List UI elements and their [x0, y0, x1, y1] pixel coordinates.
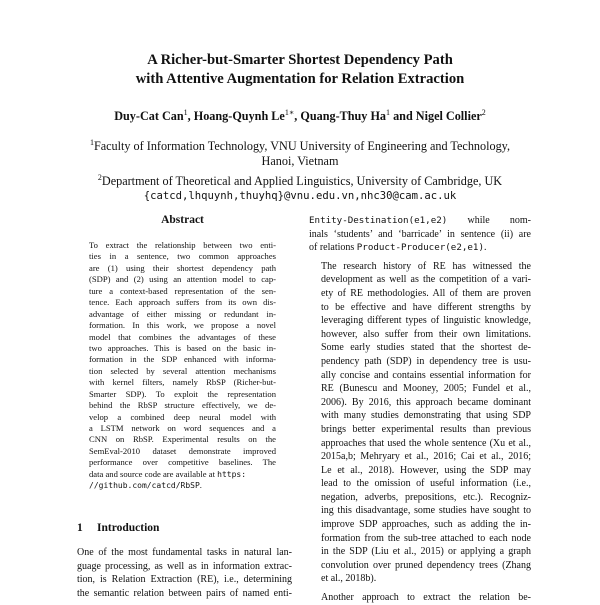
text-line: the semantic relation between pairs of named enti- — [77, 587, 292, 599]
affiliation-text: Department of Theoretical and Applied Linguistics, University of Cambridge, UK — [101, 173, 503, 188]
affiliation-mark: 1 — [89, 138, 94, 147]
author-mark: 1 — [183, 108, 188, 117]
author-name: Duy-Cat Can — [114, 109, 184, 124]
abstract-line: velop a combined deep neural model with — [89, 411, 276, 422]
text-line: formation from the sub-tree attached to each node — [321, 532, 531, 544]
text-line: however, also suffer from their own limitations. — [321, 328, 531, 340]
code-url[interactable]: //github.com/catcd/RbSP — [89, 481, 200, 491]
relation-label: Product-Producer(e2,e1) — [356, 242, 484, 254]
text-line: 2006). By 2016, this approach became dominant — [321, 396, 531, 408]
author-separator: , — [294, 109, 301, 124]
text-line: approaches that used the whole sentence (Xu et al., — [321, 437, 531, 449]
affiliation-mark: 2 — [97, 172, 102, 182]
text-line: Another approach to extract the relation be- — [321, 592, 531, 604]
abstract-line — [89, 480, 276, 491]
relation-label: Entity-Destination(e1,e2) — [309, 215, 448, 226]
author-name: Nigel Collier — [415, 109, 482, 124]
text-line: lead to the omission of useful information (i.e., — [321, 478, 531, 490]
text-line: improve SDP approaches, such as adding the in- — [321, 519, 531, 531]
author-name: Quang-Thuy Ha — [300, 109, 387, 124]
text-line: development as well as the competition of a vari- — [321, 274, 531, 286]
paragraph — [309, 591, 531, 605]
abstract-line: To extract the relationship between two enti- — [89, 240, 276, 250]
affiliations — [60, 135, 540, 205]
text-line — [309, 214, 531, 228]
text-run: . — [484, 242, 487, 254]
text-line: Le et al., 2018). However, using the SDP may — [321, 464, 531, 476]
abstract-line: tence. Each approach suffers from its own dis- — [89, 297, 276, 308]
text-line: 2015a,b; Mehryary et al., 2016; Cai et al., 2016; — [321, 451, 531, 463]
affiliation-line — [60, 135, 540, 154]
intro-body — [77, 546, 292, 600]
abstract-line: SemEval-2010 dataset demonstrate improved — [89, 445, 276, 456]
abstract-body — [89, 240, 276, 492]
affiliation-line — [60, 170, 540, 189]
abstract-heading: Abstract — [161, 214, 204, 226]
abstract-line: model that combines the advantages of these — [89, 331, 276, 342]
text-line: convolution over pruned dependency trees (Zhang — [321, 559, 531, 571]
author-mark: 1∗ — [284, 108, 295, 117]
abstract-line: behind the RbSP structure effectively, we de- — [89, 400, 276, 411]
abstract-line: tion selected by several attention mechanisms — [89, 365, 276, 376]
section-number: 1 — [77, 522, 83, 534]
paragraph — [309, 214, 531, 255]
section-title: Introduction — [97, 522, 160, 534]
text-line: negation, adverbs, prepositions, etc.). Recogniz- — [321, 491, 531, 503]
abstract-line: two approaches. This is based on the basic in- — [89, 342, 276, 353]
abstract-text: data and source code are available at — [89, 468, 215, 479]
abstract-line: formation in the SDP enhanced with informa- — [89, 354, 276, 365]
abstract-line: Smarter SDP). To exploit the representation — [89, 388, 276, 399]
affiliation-text: Faculty of Information Technology, VNU University of Engineering and Technology, — [93, 139, 511, 154]
text-line: The research history of RE has witnessed the — [321, 260, 531, 272]
text-line: pendency path (SDP) in dependency tree is usu- — [321, 355, 531, 367]
author-separator: , — [187, 109, 194, 124]
abstract-line: with kernel filters, namely RbSP (Richer-but- — [89, 377, 276, 388]
paper-title — [60, 51, 540, 89]
abstract-line: ties in a sentence, two common approaches — [89, 251, 276, 262]
abstract-line: CNN on RbSP. Experimental results on the — [89, 434, 276, 445]
paragraph — [309, 260, 531, 586]
text-line: inals ‘students’ and ‘barricade’ in sentence (ii) are — [309, 228, 531, 240]
text-line: One of the most fundamental tasks in natural lan- — [77, 547, 292, 558]
text-line: Some early studies stated that the shortest de- — [321, 342, 531, 354]
text-line — [309, 241, 531, 255]
author-separator: and — [390, 109, 416, 124]
text-line: ety of RE methodologies. All of them are proven — [321, 287, 531, 299]
abstract-line: a LSTM network on word sequences and a — [89, 423, 276, 433]
text-line: in the SDP (Liu et al., 2015) or applying a graph — [321, 546, 531, 558]
text-line: ing this disadvantage, some studies have sought to — [321, 505, 531, 517]
text-line: RE (Bunescu and Mooney, 2005; Fundel et al., — [321, 383, 531, 395]
text-line: leveraging different types of linguistic knowledge, — [321, 315, 531, 327]
title-line-1: A Richer-but-Smarter Shortest Dependency Path — [147, 52, 453, 68]
author-mark: 1 — [386, 108, 391, 117]
text-line: with many studies demonstrating that using SDP — [321, 410, 531, 422]
abstract-line: are (1) using their shortest dependency path — [89, 262, 276, 273]
abstract-line: (SDP) and (2) using an attention model to cap- — [89, 274, 276, 285]
text-line: ally concise and contains essential information for — [321, 369, 531, 381]
abstract-line: performance over competitive baselines. The — [89, 457, 276, 468]
code-url[interactable]: https: — [217, 469, 247, 479]
abstract-line: ture a context-based representation of the sen- — [89, 285, 276, 296]
abstract-text: . — [199, 480, 202, 491]
author-list — [60, 105, 540, 124]
author-emails: {catcd,lhquynh,thuyhq}@vnu.edu.vn,nhc30@cam.ac.uk — [143, 190, 457, 203]
text-line: brings better experimental results than previous — [321, 423, 531, 435]
right-column — [309, 214, 531, 605]
text-line: tion, is Relation Extraction (RE), i.e., determining — [77, 574, 292, 586]
abstract-line: advantage of either missing or redundant in- — [89, 308, 276, 319]
text-line: to be effective and have different strengths by — [321, 301, 531, 313]
abstract-line: formation. In this work, we propose a novel — [89, 320, 276, 331]
section-heading — [77, 521, 159, 535]
text-run: of relations — [309, 242, 355, 254]
text-line: et al., 2018b). — [321, 573, 377, 585]
abstract-line — [89, 469, 276, 480]
author-name: Hoang-Quynh Le — [193, 109, 285, 124]
title-line-2: with Attentive Augmentation for Relation Extraction — [135, 71, 465, 87]
text-run: while nom- — [467, 215, 531, 226]
author-mark: 2 — [481, 108, 486, 117]
affiliation-line: Hanoi, Vietnam — [261, 154, 339, 169]
text-line: guage processing, as well as in information extrac- — [77, 560, 292, 572]
